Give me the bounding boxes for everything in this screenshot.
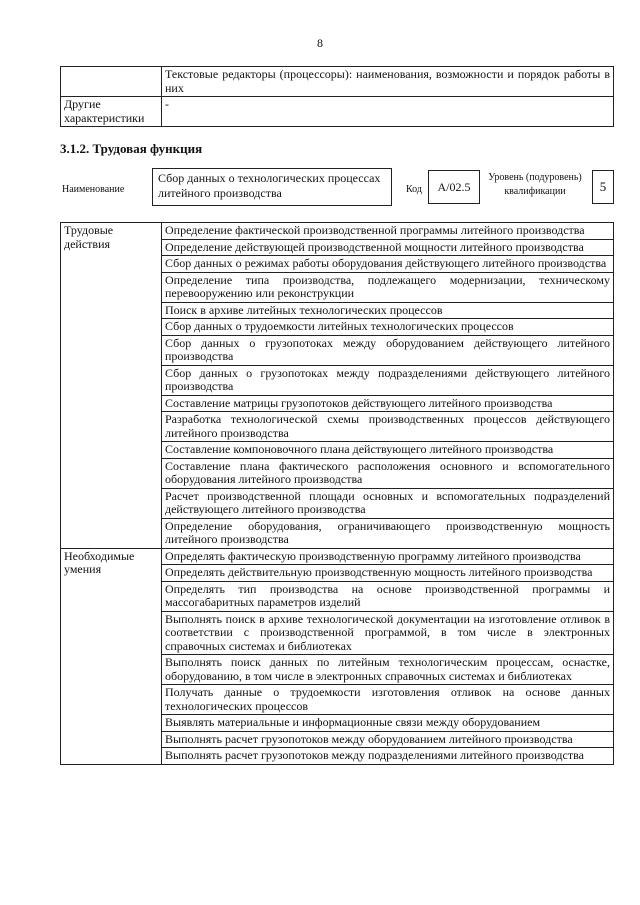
skill-item: Выполнять расчет грузопотоков между оборудованием литейного производства: [162, 731, 614, 748]
previous-table-continuation: [60, 66, 614, 127]
labor-action-item: Сбор данных о грузопотоках между оборудованием действующего литейного производства: [162, 335, 614, 365]
labor-action-item: Сбор данных о трудоемкости литейных технологических процессов: [162, 319, 614, 336]
labor-action-item: Определение фактической производственной программы литейного производства: [162, 223, 614, 240]
section-title: 3.1.2. Трудовая функция: [60, 141, 203, 156]
name-label: Наименование: [62, 184, 125, 195]
other-characteristics-value: -: [162, 97, 614, 127]
skill-item: Определять тип производства на основе производственной программы и массогабаритных параметров изделий: [162, 581, 614, 611]
skill-item: Определять фактическую производственную программу литейного производства: [162, 548, 614, 565]
skill-item: Определять действительную производственную мощность литейного производства: [162, 565, 614, 582]
empty-label-cell: [61, 67, 162, 97]
skill-item: Выполнять расчет грузопотоков между подразделениями литейного производства: [162, 748, 614, 765]
labor-actions-label: Трудовые действия: [61, 223, 162, 549]
skill-item: Получать данные о трудоемкости изготовления отливок на основе данных технологических процессов: [162, 685, 614, 715]
labor-action-item: Сбор данных о режимах работы оборудования действующего литейного производства: [162, 256, 614, 273]
labor-action-item: Поиск в архиве литейных технологических процессов: [162, 302, 614, 319]
other-characteristics-label: Другие характеристики: [61, 97, 162, 127]
labor-action-item: Составление плана фактического расположения основного и вспомогательного оборудования литейного производства: [162, 458, 614, 488]
labor-action-item: Определение оборудования, ограничивающего производственную мощность литейного производства: [162, 518, 614, 548]
page-number: 8: [317, 36, 323, 50]
labor-action-item: Составление компоновочного плана действующего литейного производства: [162, 442, 614, 459]
code-label: Код: [406, 184, 422, 195]
table-row: [61, 548, 614, 565]
labor-function-table: [60, 222, 614, 765]
labor-action-item: Расчет производственной площади основных и вспомогательных подразделений действующего литейного производства: [162, 488, 614, 518]
skills-label: Необходимые умения: [61, 548, 162, 764]
labor-action-item: Определение типа производства, подлежащего модернизации, техническому перевооружению или реконструкции: [162, 272, 614, 302]
skill-item: Выполнять поиск данных по литейным технологическим процессам, оснастке, оборудованию, в том числе в электронных справочных системах и библиотеках: [162, 655, 614, 685]
skill-item: Выявлять материальные и информационные связи между оборудованием: [162, 715, 614, 732]
qualification-level-box: 5: [592, 170, 614, 204]
text-editors-cell: Текстовые редакторы (процессоры): наименования, возможности и порядок работы в них: [162, 67, 614, 97]
labor-action-item: Сбор данных о грузопотоках между подразделениями действующего литейного производства: [162, 365, 614, 395]
labor-action-item: Составление матрицы грузопотоков действующего литейного производства: [162, 395, 614, 412]
qualification-level-label: Уровень (подуровень) квалификации: [488, 172, 582, 197]
labor-action-item: Разработка технологической схемы производственных процессов действующего литейного производства: [162, 412, 614, 442]
table-row: [61, 223, 614, 240]
labor-action-item: Определение действующей производственной мощности литейного производства: [162, 239, 614, 256]
skill-item: Выполнять поиск в архиве технологической документации на изготовление отливок в соответствии с производственной программой, в том числе в электронных справочных системах и библиотеках: [162, 611, 614, 655]
function-name-box: Сбор данных о технологических процессах литейного производства: [152, 168, 392, 206]
code-box: А/02.5: [428, 170, 480, 204]
